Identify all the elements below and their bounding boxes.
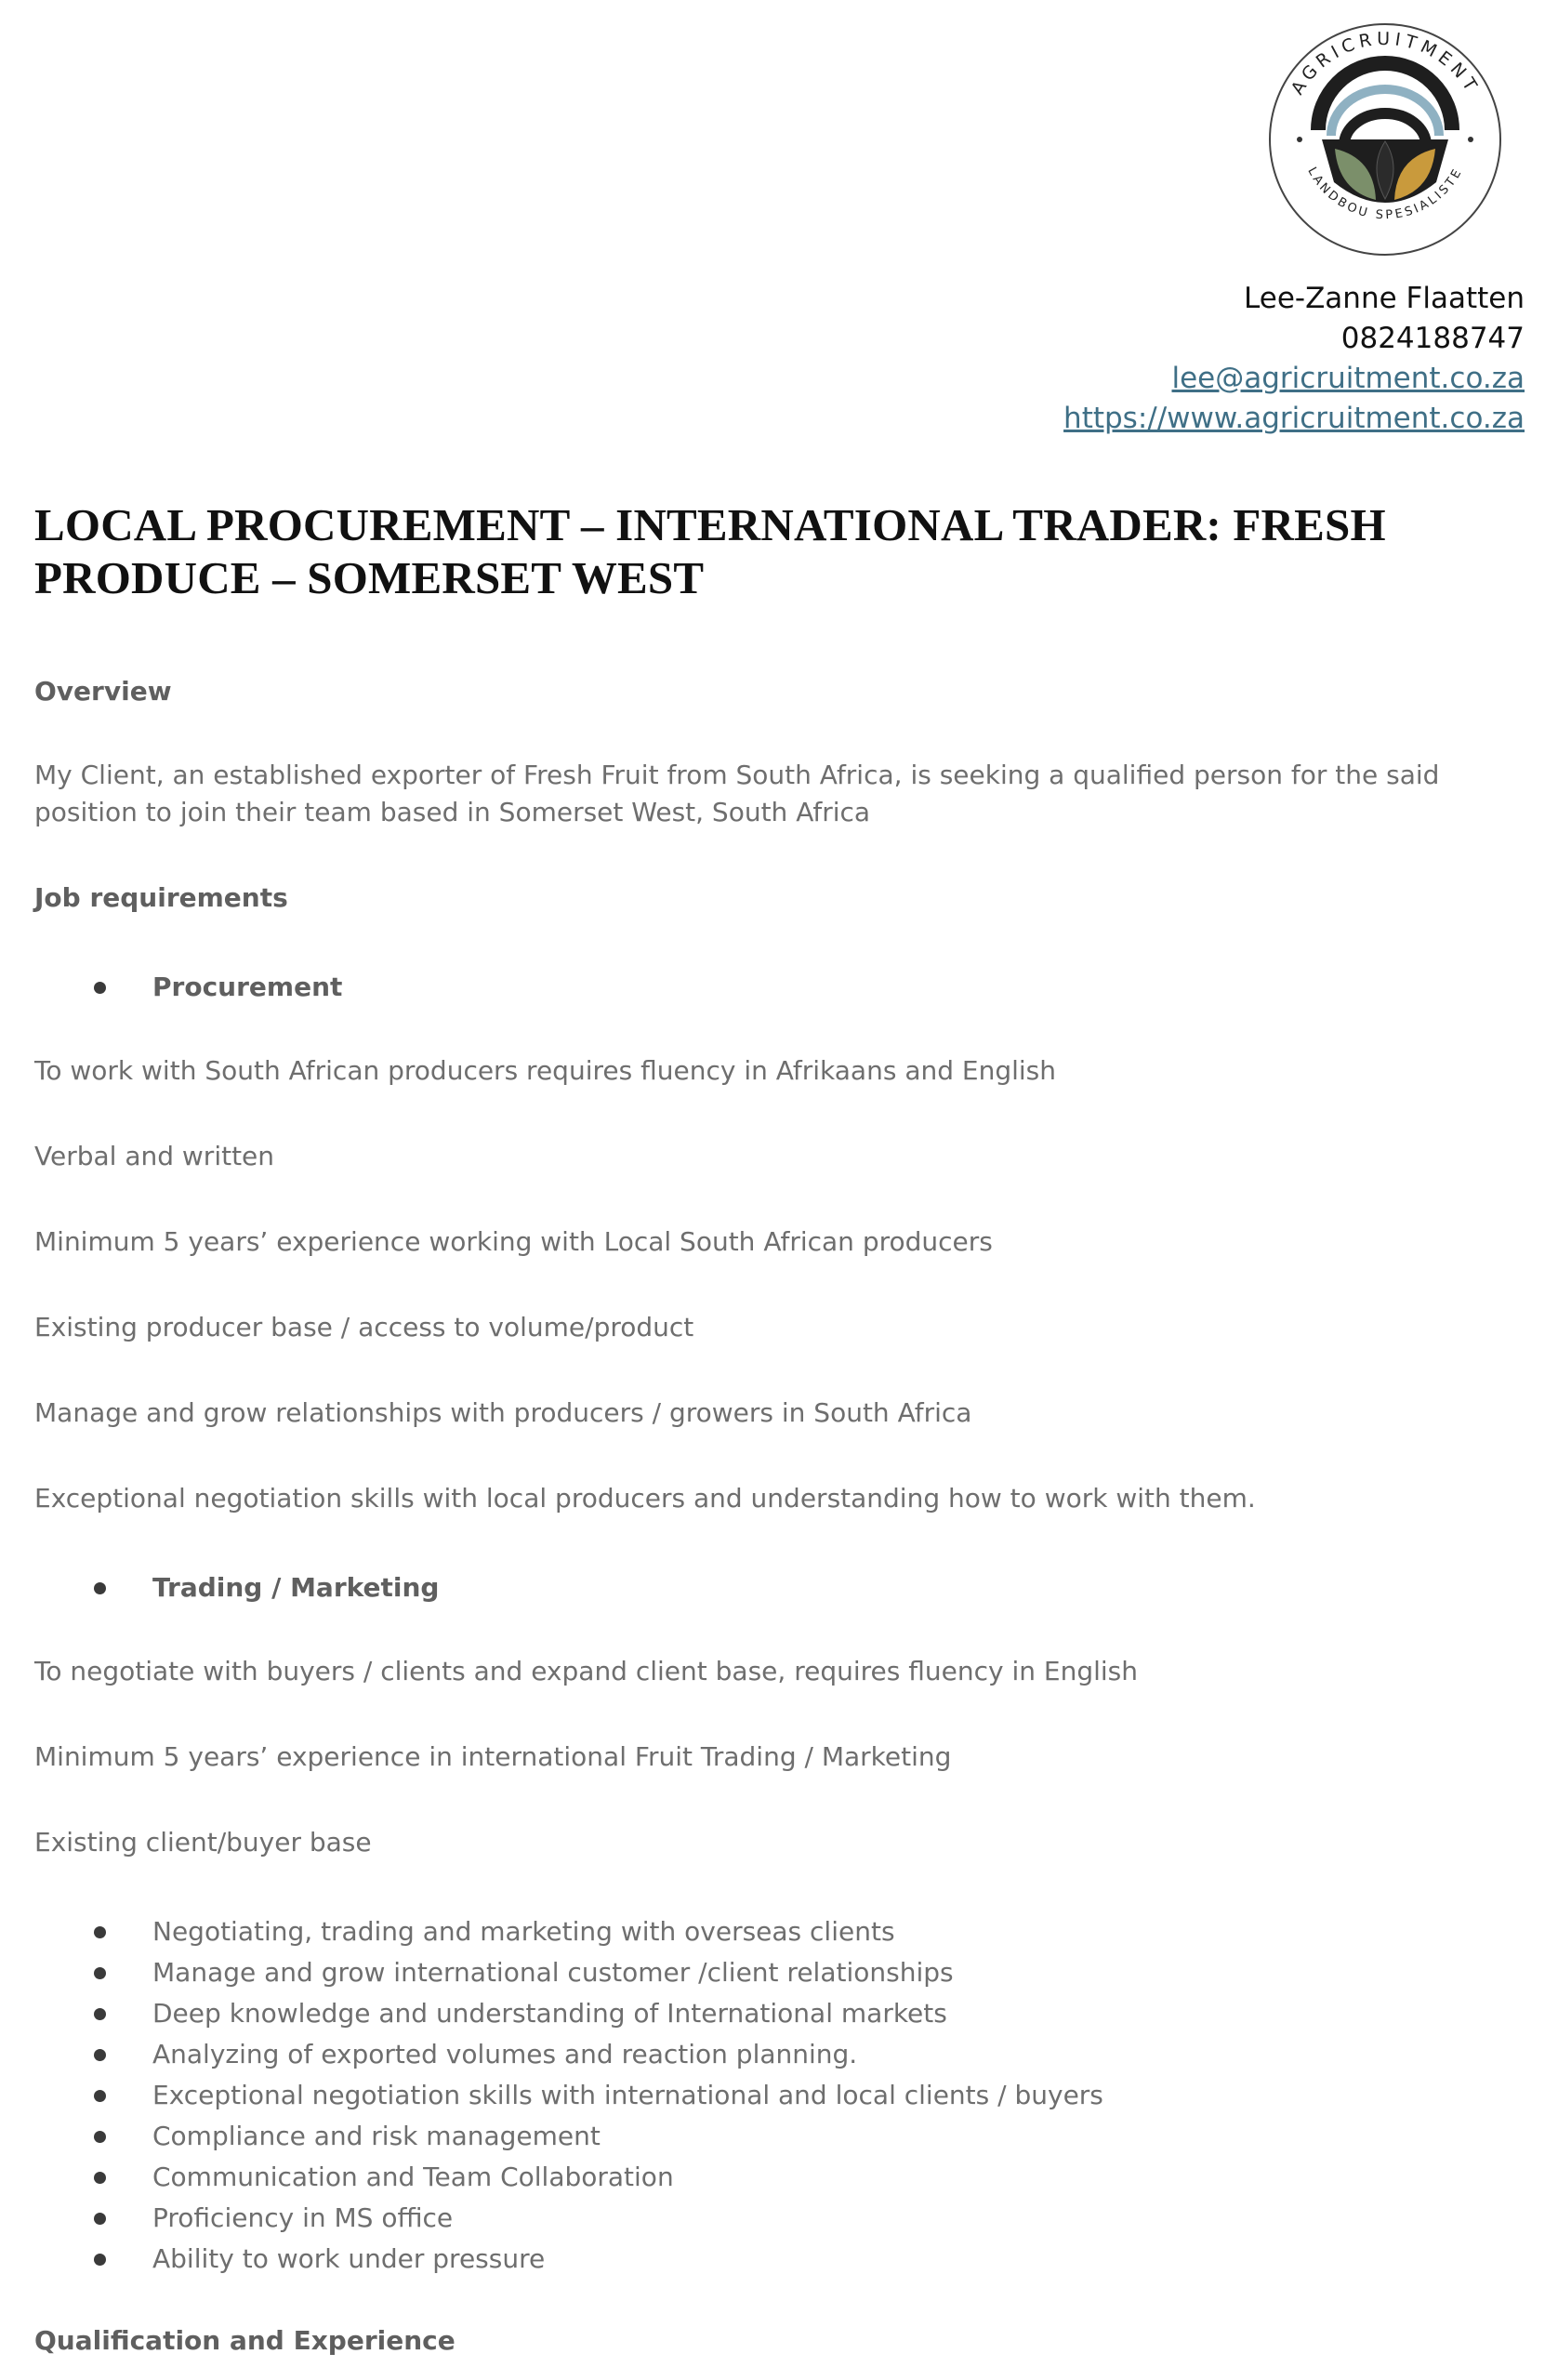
contact-block	[1063, 279, 1525, 439]
bullet-icon	[94, 982, 106, 994]
list-item-label: Deep knowledge and understanding of International markets	[152, 1998, 947, 2029]
procurement-line: Minimum 5 years’ experience working with Local South African producers	[34, 1226, 993, 1257]
logo-tagline-text: LANDBOU SPESIALISTE	[1304, 165, 1466, 223]
procurement-line: To work with South African producers requires fluency in Afrikaans and English	[34, 1055, 1056, 1086]
procurement-line: Existing producer base / access to volume/product	[34, 1312, 694, 1342]
contact-website-link[interactable]: https://www.agricruitment.co.za	[1063, 402, 1525, 435]
procurement-line: Manage and grow relationships with producers / growers in South Africa	[34, 1397, 972, 1428]
list-item-label: Communication and Team Collaboration	[152, 2162, 674, 2192]
list-item-label: Compliance and risk management	[152, 2121, 601, 2151]
list-item-label: Manage and grow international customer /client relationships	[152, 1957, 954, 1988]
bullet-icon	[94, 2008, 106, 2020]
logo-brand-text: AGRICRUITMENT	[1287, 28, 1484, 99]
company-logo	[1246, 0, 1525, 279]
trading-line: To negotiate with buyers / clients and expand client base, requires fluency in English	[34, 1656, 1138, 1686]
list-item-label: Analyzing of exported volumes and reaction planning.	[152, 2039, 858, 2069]
procurement-line: Exceptional negotiation skills with local producers and understanding how to work with them.	[34, 1483, 1256, 1514]
contact-email-link[interactable]: lee@agricruitment.co.za	[1171, 362, 1525, 395]
overview-text: My Client, an established exporter of Fresh Fruit from South Africa, is seeking a qualified person for the said position to join their team based in Somerset West, South Africa	[34, 760, 1440, 827]
bullet-icon	[94, 2172, 106, 2184]
contact-phone: 0824188747	[1340, 322, 1525, 355]
bullet-icon	[94, 2213, 106, 2225]
list-item-label: Ability to work under pressure	[152, 2243, 546, 2274]
list-item-label: Negotiating, trading and marketing with overseas clients	[152, 1916, 895, 1947]
requirements-heading: Job requirements	[34, 882, 288, 913]
bullet-icon	[94, 2131, 106, 2143]
list-item-label: Exceptional negotiation skills with international and local clients / buyers	[152, 2080, 1103, 2110]
trading-line: Minimum 5 years’ experience in international Fruit Trading / Marketing	[34, 1741, 952, 1772]
qualification-heading: Qualification and Experience	[34, 2325, 456, 2356]
overview-heading: Overview	[34, 676, 172, 707]
procurement-line: Verbal and written	[34, 1141, 275, 1171]
list-item-label: Proficiency in MS office	[152, 2202, 454, 2233]
bullet-icon	[94, 1926, 106, 1938]
bullet-icon	[94, 2049, 106, 2061]
bullet-icon	[94, 2090, 106, 2102]
procurement-heading: Procurement	[152, 972, 343, 1002]
agricruitment-logo-emblem	[1246, 0, 1525, 279]
bullet-icon	[94, 2254, 106, 2266]
trading-heading: Trading / Marketing	[152, 1572, 440, 1603]
bullet-icon	[94, 1967, 106, 1979]
bullet-icon	[94, 1582, 106, 1594]
job-title: LOCAL PROCUREMENT – INTERNATIONAL TRADER: FRESH PRODUCE – SOMERSET WEST	[34, 499, 1386, 603]
contact-name: Lee-Zanne Flaatten	[1244, 282, 1525, 315]
trading-line: Existing client/buyer base	[34, 1827, 372, 1858]
